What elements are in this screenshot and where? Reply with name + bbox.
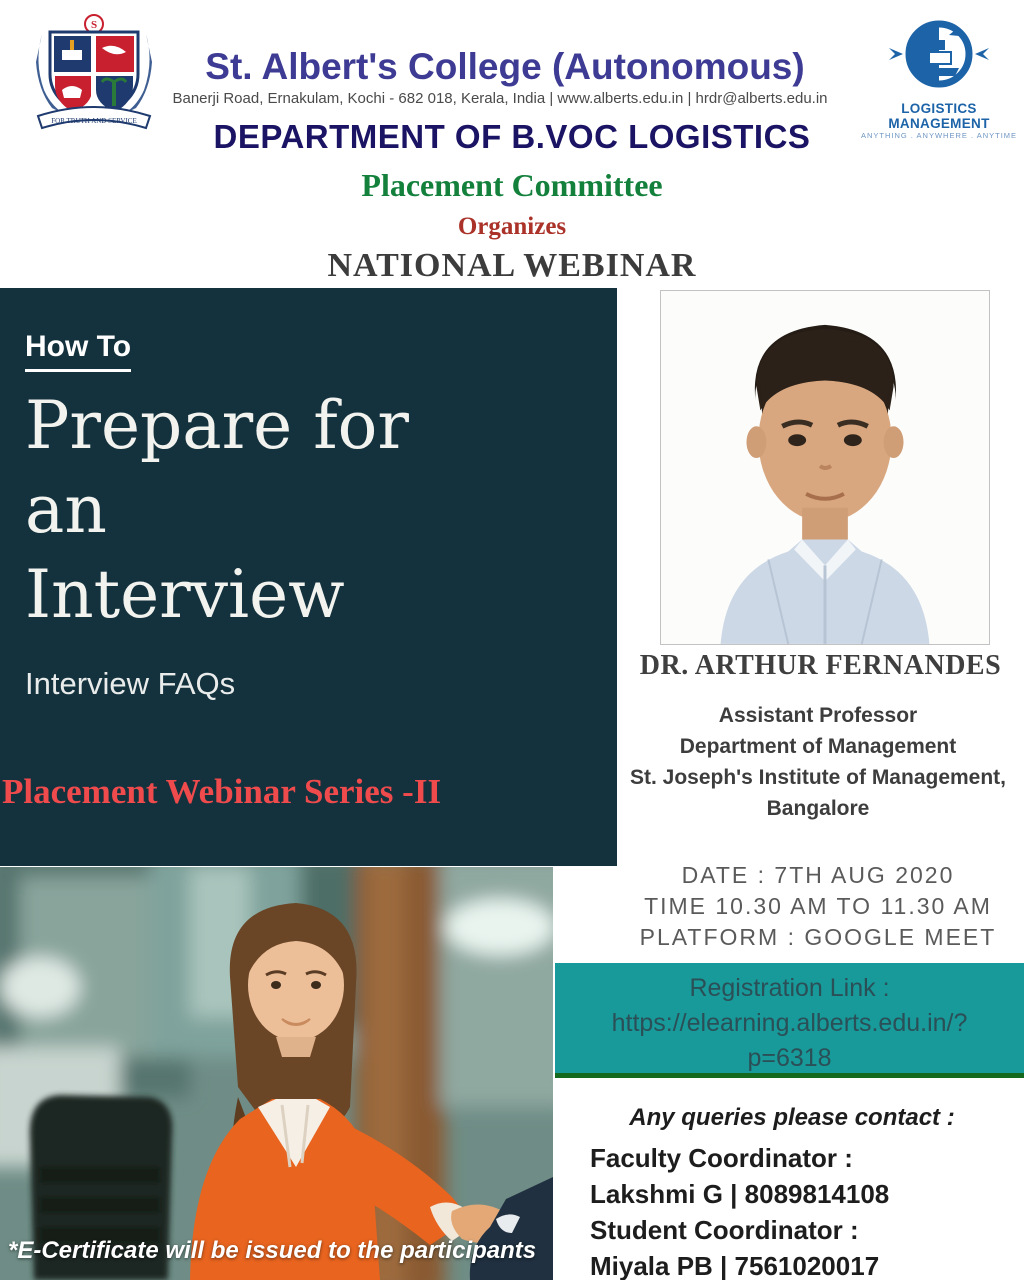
- svg-text:S: S: [90, 19, 98, 31]
- hero-subtitle: Interview FAQs: [25, 666, 236, 701]
- event-platform: PLATFORM : GOOGLE MEET: [639, 924, 997, 950]
- interview-photo: [0, 867, 553, 1280]
- faculty-coordinator-value: Lakshmi G | 8089814108: [590, 1179, 890, 1209]
- hero-title-line-3: Interview: [25, 555, 345, 633]
- contact-block: [590, 1140, 1024, 1280]
- event-time: TIME 10.30 AM TO 11.30 AM: [644, 893, 992, 919]
- hero-title: [25, 384, 409, 637]
- logistics-logo-tagline: ANYTHING . ANYWHERE . ANYTIME: [860, 131, 1018, 140]
- hero-title-line-2: an: [25, 471, 107, 549]
- college-address: Banerji Road, Ernakulam, Kochi - 682 018, Kerala, India | www.alberts.edu.in | hrdr@alberts.edu.in: [172, 90, 828, 107]
- speaker-detail-role: Assistant Professor: [718, 704, 918, 727]
- event-date: DATE : 7TH AUG 2020: [681, 862, 955, 888]
- placement-committee-label: Placement Committee: [361, 167, 663, 203]
- contact-heading: Any queries please contact :: [629, 1104, 955, 1131]
- college-crest-icon: [28, 12, 160, 132]
- registration-link[interactable]: https://elearning.alberts.edu.in/?: [611, 1009, 968, 1037]
- student-coordinator-label: Student Coordinator :: [590, 1215, 859, 1245]
- department-title: DEPARTMENT OF B.VOC LOGISTICS: [213, 118, 811, 155]
- hero-kicker: How To: [25, 330, 131, 372]
- logistics-logo: [856, 16, 1022, 140]
- registration-box: [555, 963, 1024, 1078]
- speaker-name: DR. ARTHUR FERNANDES: [639, 650, 1002, 681]
- hero-panel: [0, 288, 617, 866]
- hero-title-line-1: Prepare for: [25, 387, 409, 464]
- crest-motto: FOR TRUTH AND SERVICE: [51, 117, 137, 125]
- registration-link-param[interactable]: p=6318: [747, 1044, 832, 1072]
- logistics-logo-name: LOGISTICS MANAGEMENT: [888, 101, 990, 131]
- college-name: St. Albert's College (Autonomous): [205, 46, 805, 87]
- registration-label: Registration Link :: [689, 974, 890, 1002]
- ecertificate-note: *E-Certificate will be issued to the participants: [8, 1237, 537, 1264]
- speaker-photo: [660, 290, 990, 645]
- speaker-details: [612, 700, 1024, 824]
- event-details: [612, 860, 1024, 953]
- national-webinar-label: NATIONAL WEBINAR: [327, 247, 697, 284]
- student-coordinator-value: Miyala PB | 7561020017: [590, 1251, 880, 1280]
- logistics-emblem-icon: [859, 16, 1019, 94]
- speaker-detail-institute: St. Joseph's Institute of Management,: [629, 766, 1007, 789]
- speaker-detail-dept: Department of Management: [679, 735, 957, 758]
- faculty-coordinator-label: Faculty Coordinator :: [590, 1143, 853, 1173]
- speaker-detail-city: Bangalore: [766, 797, 870, 820]
- series-label: Placement Webinar Series -II: [2, 772, 442, 811]
- organizes-label: Organizes: [457, 213, 567, 240]
